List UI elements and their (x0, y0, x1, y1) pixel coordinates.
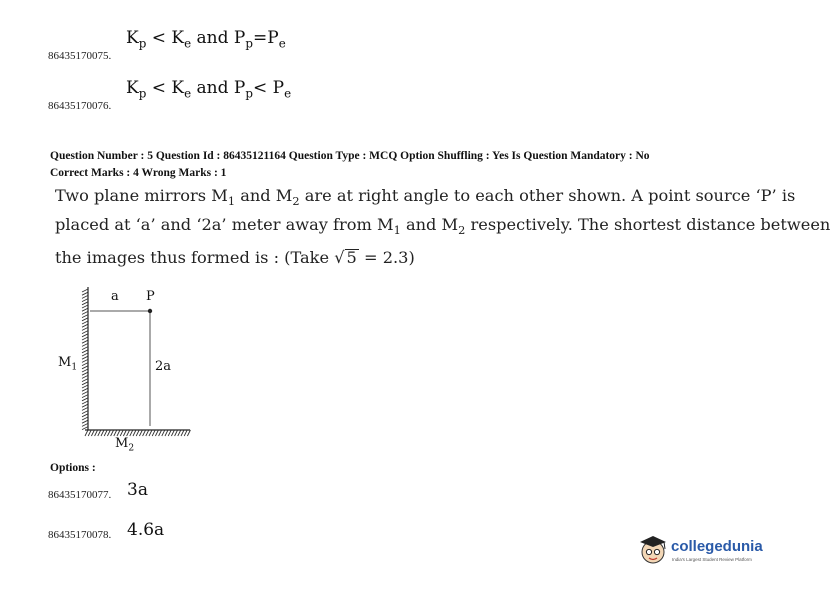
hatch-mark (82, 366, 88, 369)
hatch-mark (82, 388, 88, 391)
hatch-mark (82, 315, 88, 318)
hatch-mark (82, 372, 88, 375)
formula-part: P (233, 78, 246, 98)
hatch-mark (143, 430, 146, 436)
hatch-mark (82, 289, 88, 292)
hatch-mark (82, 427, 88, 430)
hatch-mark (165, 430, 168, 436)
hatch-mark (82, 340, 88, 343)
hatch-mark (82, 321, 88, 324)
hatch-mark (82, 334, 88, 337)
text-run: and M (235, 186, 293, 205)
question-line-1 (55, 184, 796, 213)
option-78-id: 86435170078. (48, 529, 112, 541)
mirror-diagram-svg (55, 285, 205, 460)
formula-part: K (171, 28, 185, 48)
hatch-mark (82, 299, 88, 302)
hatch-mark (168, 430, 171, 436)
hatch-mark (82, 417, 88, 420)
label-p: P (146, 289, 155, 304)
prev-option-76-formula (126, 78, 291, 100)
question-text (55, 184, 830, 270)
hatch-mark (82, 414, 88, 417)
label-m1-sub: 1 (71, 362, 78, 373)
label-a: a (111, 289, 119, 304)
hatch-mark (82, 423, 88, 426)
point-source-p (148, 309, 152, 313)
prev-option-76-id: 86435170076. (48, 100, 112, 112)
label-2a: 2a (155, 359, 172, 374)
hatch-mark (82, 395, 88, 398)
hatch-mark (82, 398, 88, 401)
label-m2-sub: 2 (128, 443, 135, 454)
hatch-mark (136, 430, 139, 436)
hatch-mark (178, 430, 181, 436)
text-run: and M (400, 215, 459, 235)
text-run: placed at ‘a’ and ‘2a’ meter away from M (55, 215, 394, 235)
question-header-line1: Question Number : 5 Question Id : 86435121164 Question Type : MCQ Option Shuffling : Yes Is Question Mandatory : No (50, 150, 650, 162)
logo-tagline: India's Largest Student Review Platform (672, 557, 752, 562)
text-run: = 2.3) (358, 248, 415, 268)
hatch-mark (82, 369, 88, 372)
hatch-mark (181, 430, 184, 436)
hatch-mark (91, 430, 94, 436)
hatch-mark (85, 430, 88, 436)
hatch-mark (82, 347, 88, 350)
formula-sub: e (278, 36, 286, 51)
hatch-mark (82, 411, 88, 414)
hatch-mark (82, 350, 88, 353)
label-m1 (58, 355, 77, 373)
text-run: are at right angle to each other shown. A point source ‘P’ is (299, 186, 796, 205)
hatch-mark (95, 430, 98, 436)
formula-part: P (233, 28, 246, 48)
prev-option-75-formula (126, 28, 286, 50)
option-78-text: 4.6a (127, 520, 165, 540)
hatch-mark (111, 430, 114, 436)
logo-name: collegedunia (671, 538, 763, 555)
option-78[interactable] (48, 520, 248, 544)
hatch-mark (82, 382, 88, 385)
hatch-mark (82, 331, 88, 334)
formula-sub: p (138, 86, 147, 101)
formula-part: P (272, 78, 285, 98)
hatch-mark (139, 430, 142, 436)
hatch-mark (82, 379, 88, 382)
hatch-mark (82, 337, 88, 340)
formula-rel: = (253, 28, 268, 48)
formula-sub: p (245, 86, 253, 101)
hatch-mark (82, 302, 88, 305)
formula-part: P (267, 28, 279, 48)
sqrt-radicand: 5 (346, 248, 357, 268)
formula-rel: < (253, 78, 268, 98)
hatch-mark (82, 308, 88, 311)
hatch-mark (155, 430, 158, 436)
mirror-diagram (55, 285, 205, 460)
text-run: respectively. The shortest distance between (465, 215, 830, 235)
formula-sub: e (184, 86, 192, 101)
mirror-m1 (82, 287, 88, 430)
hatch-mark (82, 324, 88, 327)
hatch-mark (98, 430, 101, 436)
hatch-mark (82, 363, 88, 366)
hatch-mark (146, 430, 149, 436)
formula-part: K (126, 78, 139, 98)
hatch-mark (82, 305, 88, 308)
prev-option-75-id: 86435170075. (48, 50, 112, 62)
hatch-mark (82, 404, 88, 407)
text-sub: 1 (227, 194, 236, 209)
hatch-mark (171, 430, 174, 436)
hatch-mark (82, 311, 88, 314)
formula-rel: < (151, 28, 166, 48)
hatch-mark (82, 353, 88, 356)
hatch-mark (82, 295, 88, 298)
option-77-text: 3a (127, 480, 148, 500)
text-sub: 2 (458, 223, 466, 238)
question-line-3 (55, 246, 775, 270)
hatch-mark (82, 375, 88, 378)
formula-conj: and (196, 28, 229, 48)
hatch-mark (82, 401, 88, 404)
formula-sub: p (138, 36, 147, 51)
formula-part: K (171, 78, 185, 98)
text-sub: 1 (393, 223, 401, 238)
option-77[interactable] (48, 480, 248, 504)
hatch-mark (101, 430, 104, 436)
mirror-m2 (85, 430, 190, 436)
text-run: the images thus formed is : (Take (55, 248, 335, 268)
label-m2-text: M (115, 436, 129, 451)
collegedunia-logo[interactable] (636, 532, 766, 568)
hatch-mark (107, 430, 110, 436)
hatch-mark (159, 430, 162, 436)
formula-sub: e (184, 36, 192, 51)
formula-sub: p (245, 36, 253, 51)
hatch-mark (152, 430, 155, 436)
hatch-mark (82, 356, 88, 359)
question-header-line2: Correct Marks : 4 Wrong Marks : 1 (50, 167, 227, 179)
label-m1-text: M (58, 355, 72, 370)
text-run: Two plane mirrors M (55, 186, 228, 205)
hatch-mark (82, 420, 88, 423)
hatch-mark (82, 407, 88, 410)
question-line-2 (55, 213, 830, 242)
text-sub: 2 (292, 194, 300, 209)
options-label: Options : (50, 462, 96, 474)
formula-rel: < (151, 78, 166, 98)
hatch-mark (82, 327, 88, 330)
hatch-mark (104, 430, 107, 436)
hatch-mark (184, 430, 187, 436)
hatch-mark (88, 430, 91, 436)
formula-sub: e (284, 86, 292, 101)
hatch-mark (187, 430, 190, 436)
hatch-mark (82, 385, 88, 388)
sqrt-symbol: √ (334, 248, 345, 268)
hatch-mark (82, 343, 88, 346)
hatch-mark (175, 430, 178, 436)
hatch-mark (82, 318, 88, 321)
hatch-mark (82, 359, 88, 362)
formula-conj: and (196, 78, 229, 98)
formula-part: K (126, 28, 139, 48)
graduate-mascot-icon (636, 532, 670, 566)
hatch-mark (82, 292, 88, 295)
hatch-mark (149, 430, 152, 436)
hatch-mark (82, 391, 88, 394)
label-m2 (115, 436, 134, 454)
option-77-id: 86435170077. (48, 489, 112, 501)
hatch-mark (162, 430, 165, 436)
